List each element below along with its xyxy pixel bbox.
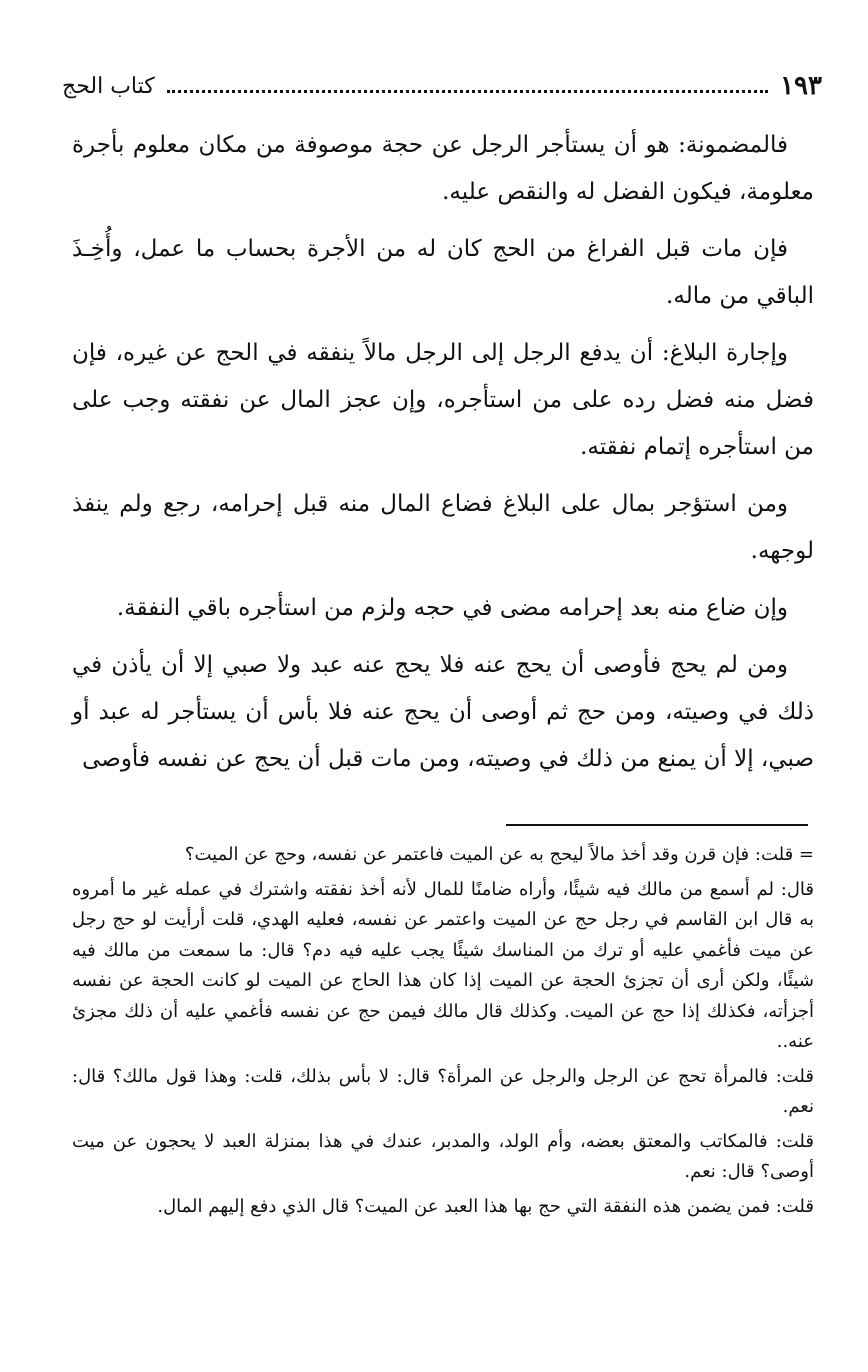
footnotes <box>72 840 814 1226</box>
footnote-paragraph: قلت: فمن يضمن هذه النفقة التي حج بها هذا العبد عن الميت؟ قال الذي دفع إليهم المال. <box>157 1195 814 1217</box>
running-title: كتاب الحج <box>62 73 155 99</box>
running-header <box>62 68 822 104</box>
footnote-paragraph: قلت: فالمكاتب والمعتق بعضه، وأم الولد، والمدبر، عندك في هذا بمنزلة العبد لا يحجون عن ميت أوصى؟ قال: نعم. <box>72 1130 814 1182</box>
paragraph: ومن استؤجر بمال على البلاغ فضاع المال منه قبل إحرامه، رجع ولم ينفذ لوجهه. <box>72 491 814 564</box>
page-number: ١٩٣ <box>780 71 822 101</box>
paragraph: فالمضمونة: هو أن يستأجر الرجل عن حجة موصوفة من مكان معلوم بأجرة معلومة، فيكون الفضل له والنقص عليه. <box>72 132 814 205</box>
main-text <box>72 122 814 793</box>
footnote-paragraph: قال: لم أسمع من مالك فيه شيئًا، وأراه ضامنًا للمال لأنه أخذ نفقته واشترك في عمله غير ما أمروه به قال ابن القاسم في رجل حج عن الميت واعتمر عن نفسه، فعليه الهدي، قلت أرأيت لو حج رجل عن ميت فأغمي عليه أو ترك من المناسك شيئًا يجب عليه فيه دم؟ قال: ما سمعت من مالك فيه شيئًا، ولكن أرى أن تجزئ الحجة عن الميت إذا كان هذا الحاج عن الميت لو كانت الحجة عن نفسه أجزأته، فكذلك إذا حج عن الميت. وكذلك قال مالك فيمن حج عن نفسه فأغمي عليه أن ذلك مجزئ عنه.. <box>72 878 814 1052</box>
paragraph: وإن ضاع منه بعد إحرامه مضى في حجه ولزم من استأجره باقي النفقة. <box>116 595 788 621</box>
dotted-leader <box>167 90 768 93</box>
paragraph: ومن لم يحج فأوصى أن يحج عنه فلا يحج عنه عبد ولا صبي إلا أن يأذن في ذلك في وصيته، ومن حج ثم أوصى أن يحج عنه فلا بأس أن يستأجر له عبد أو صبي، إلا أن يمنع من ذلك في وصيته، ومن مات قبل أن يحج عن نفسه فأوصى <box>72 652 814 772</box>
footnote-paragraph: = قلت: فإن قرن وقد أخذ مالاً ليحج به عن الميت فاعتمر عن نفسه، وحج عن الميت؟ <box>184 844 814 865</box>
footnote-separator <box>506 824 808 826</box>
footnote-paragraph: قلت: فالمرأة تحج عن الرجل والرجل عن المرأة؟ قال: لا بأس بذلك، قلت: وهذا قول مالك؟ قال: نعم. <box>72 1065 814 1117</box>
paragraph: فإن مات قبل الفراغ من الحج كان له من الأجرة بحساب ما عمل، وأُخِـذَ الباقي من ماله. <box>72 236 814 309</box>
paragraph: وإجارة البلاغ: أن يدفع الرجل إلى الرجل مالاً ينفقه في الحج عن غيره، فإن فضل منه فضل رده على من استأجره، وإن عجز المال عن نفقته وجب على من استأجره إتمام نفقته. <box>72 340 814 460</box>
